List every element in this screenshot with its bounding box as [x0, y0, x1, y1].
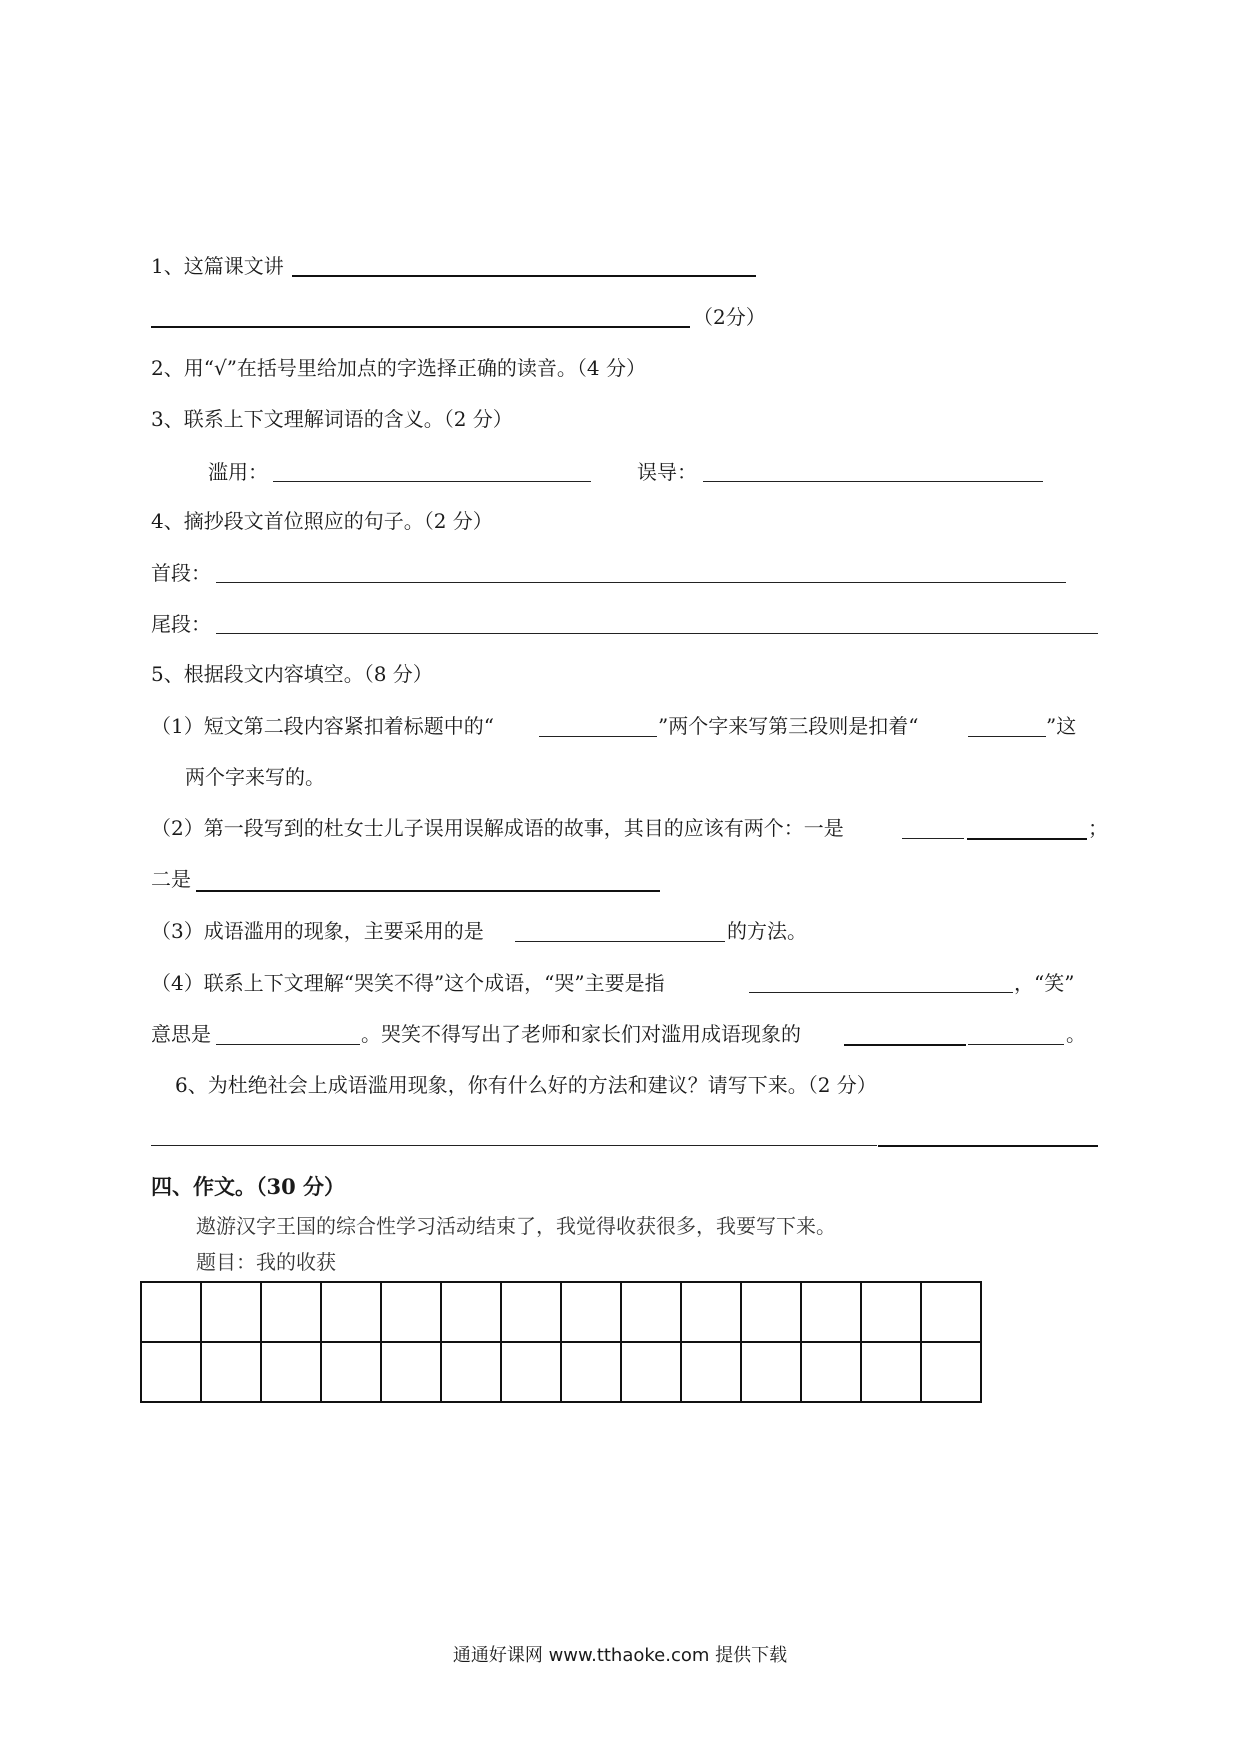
essay-prompt: 遨游汉字王国的综合性学习活动结束了，我觉得收获很多，我要写下来。	[196, 1214, 836, 1238]
grid-cell[interactable]	[801, 1342, 861, 1402]
grid-cell[interactable]	[441, 1282, 501, 1342]
grid-cell[interactable]	[321, 1342, 381, 1402]
grid-cell[interactable]	[381, 1342, 441, 1402]
q4-first-label: 首段：	[151, 561, 211, 585]
q5-4-part-a: （4）联系上下文理解“哭笑不得”这个成语，“哭”主要是指	[151, 971, 665, 995]
q5-4-part-d: 。哭笑不得写出了老师和家长们对滥用成语现象的	[361, 1022, 801, 1046]
grid-cell[interactable]	[321, 1282, 381, 1342]
grid-cell[interactable]	[561, 1342, 621, 1402]
q3-term-abuse: 滥用：	[208, 460, 268, 484]
q4-first-blank[interactable]	[216, 582, 1066, 583]
grid-cell[interactable]	[921, 1342, 981, 1402]
q5-3-part-a: （3）成语滥用的现象，主要采用的是	[151, 919, 484, 943]
q5-1-part-c: ”这	[1046, 714, 1077, 738]
q5-4-part-c: 意思是	[151, 1022, 211, 1046]
q5-4-blank-c2[interactable]	[968, 1044, 1064, 1045]
q5-3-part-b: 的方法。	[727, 919, 807, 943]
q5-1-part-b: ”两个字来写第三段则是扣着“	[658, 714, 919, 738]
q1-blank-2[interactable]	[151, 326, 690, 328]
grid-cell[interactable]	[381, 1282, 441, 1342]
grid-cell[interactable]	[141, 1342, 201, 1402]
q3-term-mislead: 误导：	[637, 460, 697, 484]
grid-cell[interactable]	[921, 1282, 981, 1342]
grid-cell[interactable]	[261, 1342, 321, 1402]
grid-cell[interactable]	[621, 1282, 681, 1342]
q5-text: 5、根据段文内容填空。（8 分）	[151, 662, 433, 686]
q5-1-blank-b[interactable]	[968, 736, 1046, 737]
section4-heading: 四、作文。（30 分）	[151, 1174, 346, 1199]
q5-4-part-e: 。	[1066, 1022, 1086, 1046]
q5-4-blank-b[interactable]	[216, 1044, 360, 1045]
grid-cell[interactable]	[741, 1282, 801, 1342]
q3-blank-abuse[interactable]	[273, 481, 591, 482]
grid-cell[interactable]	[861, 1282, 921, 1342]
q5-4-blank-a[interactable]	[749, 992, 1013, 993]
q6-blank-2[interactable]	[878, 1145, 1098, 1147]
grid-cell[interactable]	[501, 1342, 561, 1402]
q5-4-part-b: ，“笑”	[1014, 971, 1075, 995]
q1-score: （2分）	[693, 305, 766, 329]
q5-2-blank-b[interactable]	[196, 890, 660, 892]
grid-cell[interactable]	[561, 1282, 621, 1342]
q2-text: 2、用“√”在括号里给加点的字选择正确的读音。（4 分）	[151, 356, 646, 380]
q3-text: 3、联系上下文理解词语的含义。（2 分）	[151, 407, 513, 431]
q5-2-part-b: ；	[1088, 816, 1108, 840]
q1-label: 1、这篇课文讲	[151, 254, 284, 278]
q3-blank-mislead[interactable]	[703, 481, 1043, 482]
q4-text: 4、摘抄段文首位照应的句子。（2 分）	[151, 509, 493, 533]
q6-text: 6、为杜绝社会上成语滥用现象，你有什么好的方法和建议？请写下来。（2 分）	[175, 1073, 877, 1097]
grid-cell[interactable]	[741, 1342, 801, 1402]
grid-cell[interactable]	[681, 1282, 741, 1342]
grid-cell[interactable]	[501, 1282, 561, 1342]
grid-cell[interactable]	[261, 1282, 321, 1342]
q5-2-blank-a2[interactable]	[967, 838, 1087, 840]
grid-cell[interactable]	[441, 1342, 501, 1402]
q5-1-blank-a[interactable]	[539, 736, 657, 737]
q6-blank-1[interactable]	[151, 1145, 877, 1146]
q5-1-part-d: 两个字来写的。	[185, 765, 325, 789]
grid-cell[interactable]	[201, 1342, 261, 1402]
q5-2-part-c: 二是	[151, 867, 191, 891]
footer-source: 通通好课网 www.tthaoke.com 提供下载	[452, 1645, 788, 1666]
q4-last-blank[interactable]	[216, 633, 1098, 634]
grid-cell[interactable]	[141, 1282, 201, 1342]
grid-cell[interactable]	[861, 1342, 921, 1402]
q5-1-part-a: （1）短文第二段内容紧扣着标题中的“	[151, 714, 494, 738]
essay-title: 题目：我的收获	[196, 1250, 336, 1274]
writing-grid[interactable]	[140, 1281, 982, 1403]
q1-blank-1[interactable]	[292, 275, 756, 277]
grid-cell[interactable]	[801, 1282, 861, 1342]
q5-4-blank-c[interactable]	[844, 1044, 966, 1046]
q5-2-blank-a[interactable]	[902, 838, 964, 839]
grid-cell[interactable]	[681, 1342, 741, 1402]
q4-last-label: 尾段：	[151, 612, 211, 636]
q5-2-part-a: （2）第一段写到的杜女士儿子误用误解成语的故事，其目的应该有两个：一是	[151, 816, 844, 840]
grid-cell[interactable]	[201, 1282, 261, 1342]
grid-cell[interactable]	[621, 1342, 681, 1402]
q5-3-blank[interactable]	[515, 941, 725, 942]
